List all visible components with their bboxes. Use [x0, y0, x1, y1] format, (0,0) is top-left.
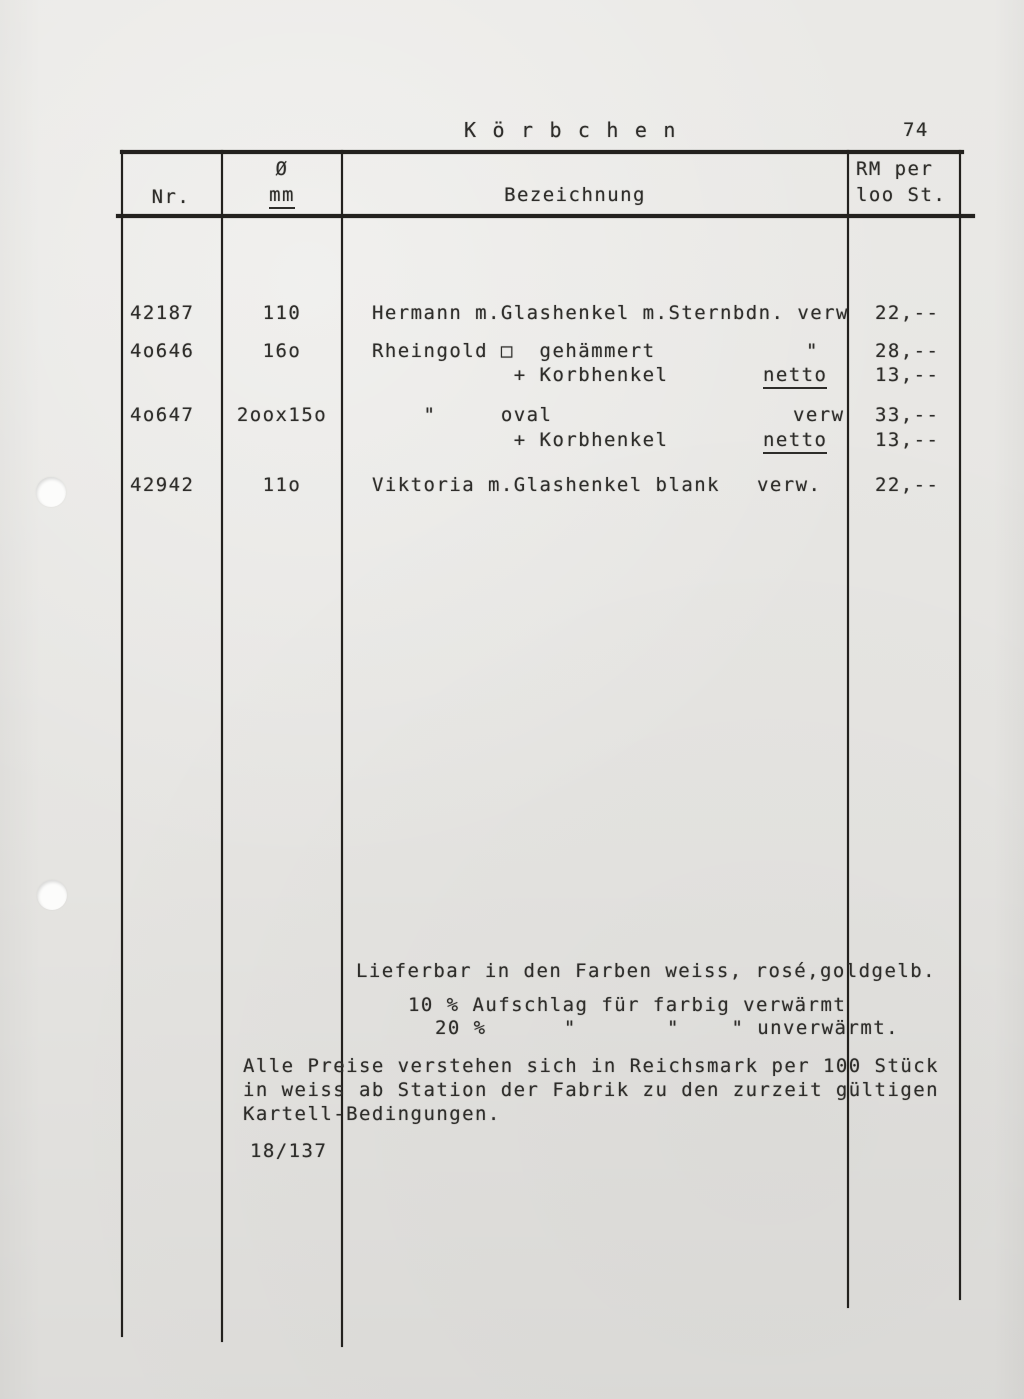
row-price: 22,-- — [875, 474, 940, 496]
note-terms-line2: in weiss ab Station der Fabrik zu den zurzeit gültigen — [243, 1079, 940, 1101]
punch-hole-top — [36, 477, 66, 507]
verw-label: verw. — [757, 474, 822, 496]
row-nr: 42942 — [130, 474, 195, 496]
header-mm: mm — [269, 184, 295, 209]
page-title: K ö r b c h e n — [464, 118, 678, 142]
punch-hole-bottom — [37, 880, 67, 910]
netto-label: netto — [763, 364, 827, 389]
ditto-mark: " — [806, 340, 819, 362]
row-description: Rheingold □ gehämmert — [372, 340, 656, 362]
row-price: 28,-- — [875, 340, 940, 362]
netto-label: netto — [763, 429, 827, 454]
plate-number: 18/137 — [250, 1140, 328, 1162]
row-description: + Korbhenkel — [372, 364, 669, 386]
row-nr: 42187 — [130, 302, 195, 324]
note-surcharge-10: 10 % Aufschlag für farbig verwärmt — [408, 994, 847, 1016]
row-price: 22,-- — [875, 302, 940, 324]
row-mm: 11o — [262, 474, 302, 496]
row-mm: 16o — [262, 340, 302, 362]
row-price: 13,-- — [875, 429, 940, 451]
table-border-left — [121, 150, 123, 1337]
table-divider-nr-mm — [221, 150, 223, 1342]
table-border-right — [959, 150, 961, 1300]
header-description: Bezeichnung — [504, 184, 646, 206]
row-mm: 2oox15o — [236, 404, 328, 426]
header-price-line1: RM per — [856, 158, 934, 180]
note-terms-line1: Alle Preise verstehen sich in Reichsmark per 100 Stück — [243, 1055, 940, 1077]
table-divider-mm-desc — [341, 150, 343, 1347]
row-description: + Korbhenkel — [372, 429, 669, 451]
row-nr: 4o647 — [130, 404, 195, 426]
header-price-line2: loo St. — [856, 184, 947, 206]
verw-label: verw — [793, 404, 845, 426]
note-terms-line3: Kartell-Bedingungen. — [243, 1103, 501, 1125]
table-border-top — [120, 150, 964, 154]
note-surcharge-20: 20 % " " " unverwärmt. — [435, 1017, 900, 1039]
header-diameter-icon: Ø — [275, 158, 289, 180]
row-mm: 110 — [262, 302, 302, 324]
note-available-colors: Lieferbar in den Farben weiss, rosé,goldgelb. — [356, 960, 937, 982]
row-description: " oval — [372, 404, 553, 426]
row-description: Hermann m.Glashenkel m.Sternbdn. verw — [372, 302, 849, 324]
row-nr: 4o646 — [130, 340, 195, 362]
page-number: 74 — [903, 119, 929, 141]
row-description: Viktoria m.Glashenkel blank — [372, 474, 721, 496]
row-price: 33,-- — [875, 404, 940, 426]
row-price: 13,-- — [875, 364, 940, 386]
header-nr: Nr. — [151, 186, 191, 208]
